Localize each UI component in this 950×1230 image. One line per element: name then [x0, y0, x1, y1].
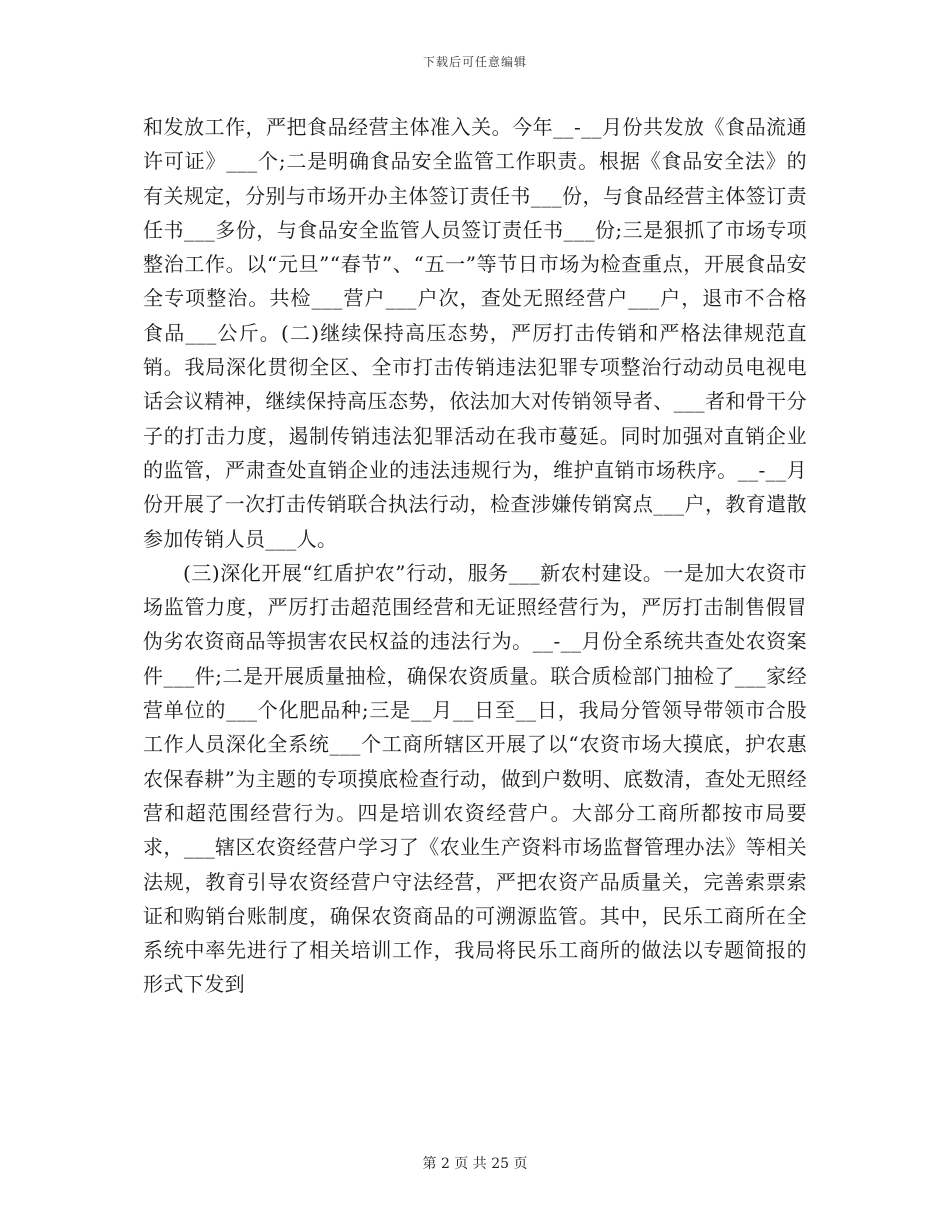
page-footer: 第 2 页 共 25 页 — [422, 1156, 528, 1172]
paragraph-1: 和发放工作，严把食品经营主体准入关。今年__-__月份共发放《食品流通许可证》___个;二是明确食品安全监管工作职责。根据《食品安全法》的有关规定，分别与市场开办主体签订责任书___份，与食品经营主体签订责任书___多份，与食品安全监管人员签订责任书___份;三是狠抓了市场专项整治工作。以“元旦”“春节”、“五一”等节日市场为检查重点，开展食品安全专项整治。共检___营户___户次，查处无照经营户___户，退市不合格食品___公斤。(二)继续保持高压态势，严厉打击传销和严格法律规范直销。我局深化贯彻全区、全市打击传销违法犯罪专项整治行动动员电视电话会议精神，继续保持高压态势，依法加大对传销领导者、___者和骨干分子的打击力度，遏制传销违法犯罪活动在我市蔓延。同时加强对直销企业的监管，严肃查处直销企业的违法违规行为，维护直销市场秩序。__-__月份开展了一次打击传销联合执法行动，检查涉嫌传销窝点___户，教育遣散参加传销人员___人。 — [143, 115, 807, 551]
page-header: 下载后可任意编辑 — [422, 55, 527, 69]
paragraph-2: (三)深化开展“红盾护农”行动，服务___新农村建设。一是加大农资市场监管力度，严厉打击超范围经营和无证照经营行为，严厉打击制售假冒伪劣农资商品等损害农民权益的违法行为。__-__月份全系统共查处农资案件___件;二是开展质量抽检，确保农资质量。联合质检部门抽检了___家经营单位的___个化肥品种;三是__月__日至__日，我局分管领导带领市合股工作人员深化全系统___个工商所辖区开展了以“农资市场大摸底，护农惠农保春耕”为主题的专项摸底检查行动，做到户数明、底数清，查处无照经营和超范围经营行为。四是培训农资经营户。大部分工商所都按市局要求，___辖区农资经营户学习了《农业生产资料市场监督管理办法》等相关法规，教育引导农资经营户守法经营，严把农资产品质量关，完善索票索证和购销台账制度，确保农资商品的可溯源监管。其中，民乐工商所在全系统中率先进行了相关培训工作，我局将民乐工商所的做法以专题简报的形式下发到 — [143, 560, 807, 997]
document-body — [143, 110, 807, 1002]
